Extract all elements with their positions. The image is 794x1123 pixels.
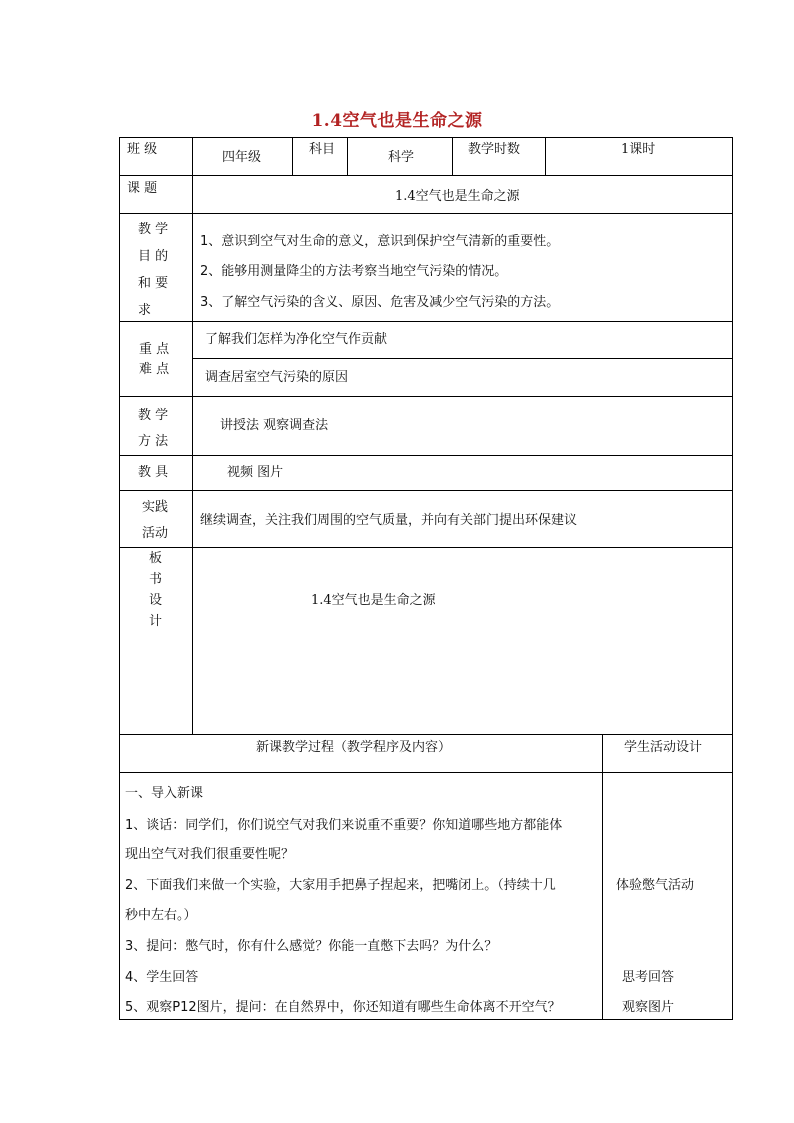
class-label: 班 级 bbox=[127, 142, 158, 157]
table-border-bottom bbox=[119, 1019, 733, 1020]
objectives-label-line: 教 学 bbox=[138, 222, 169, 237]
row-divider bbox=[119, 772, 733, 773]
topic-value: 1.4空气也是生命之源 bbox=[395, 189, 520, 204]
keypoints-label-line: 重 点 bbox=[139, 342, 170, 357]
process-column-divider bbox=[602, 734, 603, 1020]
row-divider bbox=[119, 547, 733, 548]
row-divider bbox=[119, 321, 733, 322]
hours-value: 1课时 bbox=[621, 142, 656, 157]
row-divider bbox=[119, 213, 733, 214]
cell-divider bbox=[292, 137, 293, 175]
process-line: 1、谈话：同学们，你们说空气对我们来说重不重要？你知道哪些地方都能体 bbox=[125, 818, 563, 833]
cell-divider bbox=[452, 137, 453, 175]
practice-label-line: 活动 bbox=[142, 526, 169, 541]
subject-value: 科学 bbox=[388, 150, 415, 165]
objectives-label-line: 求 bbox=[138, 303, 152, 318]
board-value: 1.4空气也是生命之源 bbox=[311, 593, 436, 608]
class-value: 四年级 bbox=[222, 150, 262, 165]
keypoints-label-line: 难 点 bbox=[139, 362, 170, 377]
row-divider bbox=[193, 358, 733, 359]
objective-item: 2、能够用测量降尘的方法考察当地空气污染的情况。 bbox=[200, 264, 508, 279]
student-activity: 体验憋气活动 bbox=[616, 878, 695, 893]
process-header-right: 学生活动设计 bbox=[624, 740, 703, 755]
process-header-left: 新课教学过程（教学程序及内容） bbox=[256, 740, 452, 755]
process-line: 一、导入新课 bbox=[125, 786, 204, 801]
method-value: 讲授法 观察调查法 bbox=[220, 418, 329, 433]
subject-label: 科目 bbox=[309, 142, 336, 157]
table-border-top bbox=[119, 137, 733, 138]
cell-divider bbox=[347, 137, 348, 175]
row-divider bbox=[119, 396, 733, 397]
row-divider bbox=[119, 455, 733, 456]
row-divider bbox=[119, 734, 733, 735]
table-border-right bbox=[732, 137, 733, 1020]
objective-item: 1、意识到空气对生命的意义，意识到保护空气清新的重要性。 bbox=[200, 234, 560, 249]
board-label-line: 计 bbox=[149, 614, 163, 629]
process-line: 2、下面我们来做一个实验，大家用手把鼻子捏起来，把嘴闭上。（持续十几 bbox=[125, 878, 556, 893]
method-label-line: 方 法 bbox=[138, 434, 169, 449]
hours-label: 教学时数 bbox=[468, 142, 521, 157]
board-label-line: 板 bbox=[149, 551, 163, 566]
table-border-left bbox=[119, 137, 120, 1020]
label-column-divider bbox=[192, 137, 193, 735]
page-title: 1.4空气也是生命之源 bbox=[311, 111, 483, 131]
row-divider bbox=[119, 175, 733, 176]
method-label-line: 教 学 bbox=[138, 408, 169, 423]
process-line: 5、观察P12图片，提问：在自然界中，你还知道有哪些生命体离不开空气？ bbox=[125, 1000, 561, 1015]
student-activity: 思考回答 bbox=[622, 970, 675, 985]
process-line: 4、学生回答 bbox=[125, 970, 199, 985]
objectives-label-line: 和 要 bbox=[138, 276, 169, 291]
board-label-line: 设 bbox=[149, 593, 163, 608]
objectives-label-line: 目 的 bbox=[138, 249, 169, 264]
process-line: 秒中左右。） bbox=[125, 908, 197, 923]
practice-value: 继续调查，关注我们周围的空气质量，并向有关部门提出环保建议 bbox=[200, 513, 578, 528]
student-activity: 观察图片 bbox=[622, 1000, 675, 1015]
tools-value: 视频 图片 bbox=[227, 465, 284, 480]
topic-label: 课 题 bbox=[127, 181, 158, 196]
board-label-line: 书 bbox=[149, 572, 163, 587]
cell-divider bbox=[545, 137, 546, 175]
practice-label-line: 实践 bbox=[142, 500, 169, 515]
difficult-point: 调查居室空气污染的原因 bbox=[205, 370, 349, 385]
process-line: 现出空气对我们很重要性呢？ bbox=[125, 847, 295, 862]
tools-label: 教 具 bbox=[138, 465, 169, 480]
objective-item: 3、了解空气污染的含义、原因、危害及减少空气污染的方法。 bbox=[200, 295, 560, 310]
key-point: 了解我们怎样为净化空气作贡献 bbox=[205, 332, 388, 347]
process-line: 3、提问：憋气时，你有什么感觉？你能一直憋下去吗？为什么？ bbox=[125, 939, 498, 954]
row-divider bbox=[119, 490, 733, 491]
